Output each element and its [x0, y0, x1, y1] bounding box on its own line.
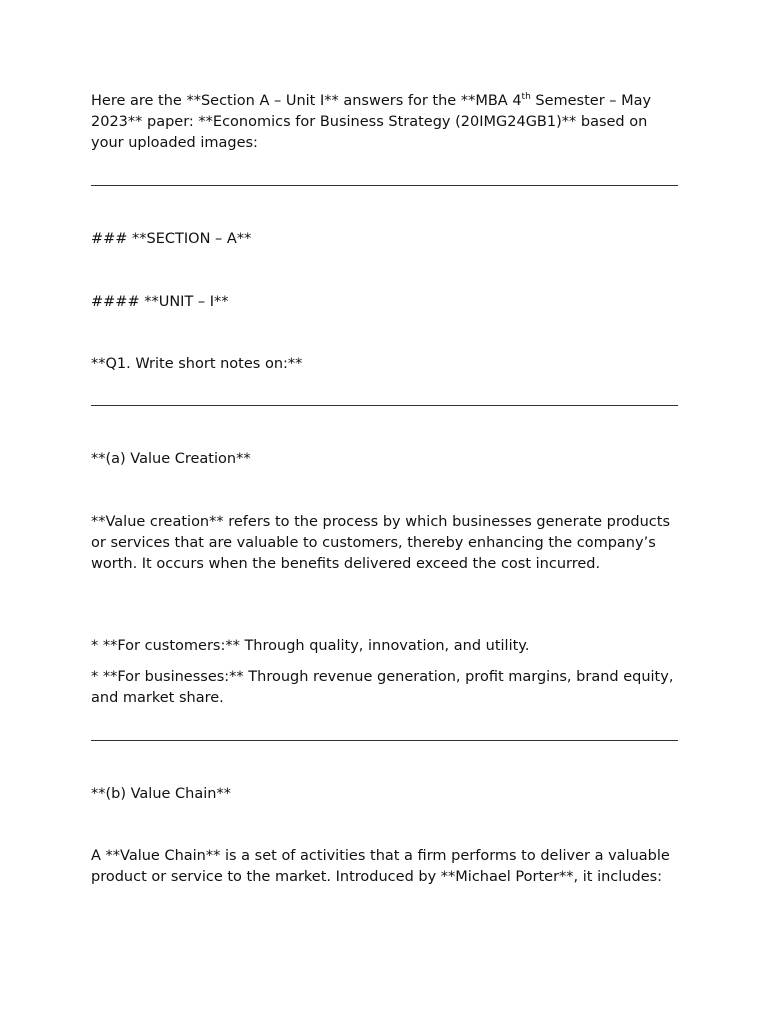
horizontal-rule-1 — [91, 185, 678, 186]
horizontal-rule-3 — [91, 740, 678, 741]
part-a-heading: **(a) Value Creation** — [91, 451, 251, 467]
part-b-heading: **(b) Value Chain** — [91, 786, 231, 802]
unit-heading: #### **UNIT – I** — [91, 294, 229, 310]
part-a-paragraph: **Value creation** refers to the process by which businesses generate products or services that are valuable to customers, thereby enhancing the company’s worth. It occurs when the benefits delivered exceed the cost incurred. — [91, 514, 670, 572]
intro-superscript: th — [521, 92, 531, 102]
question-heading: **Q1. Write short notes on:** — [91, 356, 303, 372]
part-b-paragraph: A **Value Chain** is a set of activities that a firm performs to deliver a valuable product or service to the market. Introduced by **Michael Porter**, it includes: — [91, 848, 670, 885]
intro-text-end: Semester – May 2023** paper: **Economics for Business Strategy (20IMG24GB1)** based on your uploaded images: — [91, 93, 652, 151]
intro-paragraph — [91, 91, 681, 153]
horizontal-rule-2 — [91, 405, 678, 406]
intro-text-start: Here are the **Section A – Unit I** answers for the **MBA 4 — [91, 93, 522, 109]
part-a-bullet-businesses: * **For businesses:** Through revenue generation, profit margins, brand equity, and market share. — [91, 669, 674, 706]
section-heading: ### **SECTION – A** — [91, 231, 252, 247]
part-a-bullet-customers: * **For customers:** Through quality, innovation, and utility. — [91, 638, 530, 654]
